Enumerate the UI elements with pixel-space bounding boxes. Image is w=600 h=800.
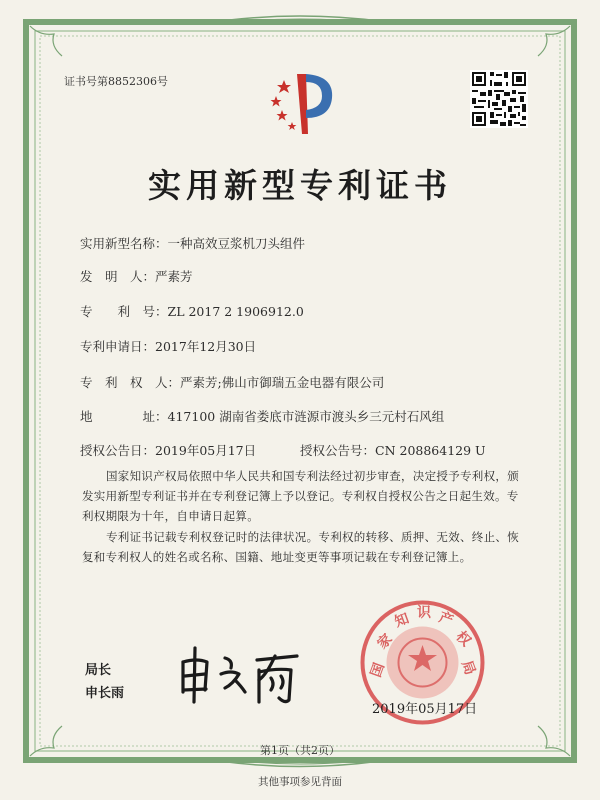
field-utility-model-name [80, 234, 305, 252]
field-inventor [80, 267, 193, 285]
footer-note: 其他事项参见背面 [258, 776, 342, 788]
field-value: CN 208864129 U [375, 443, 486, 458]
field-value: 严素芳 [155, 269, 193, 284]
svg-text:知: 知 [392, 610, 412, 631]
field-patentee [80, 373, 384, 391]
seal-date: 2019年05月17日 [372, 702, 478, 717]
field-label: 专 利 权 人： [80, 375, 181, 390]
field-value: 417100 湖南省娄底市涟源市渡头乡三元村石风组 [167, 409, 445, 424]
svg-text:家: 家 [374, 631, 396, 653]
field-address [80, 407, 444, 425]
field-label: 授权公告号： [300, 443, 376, 458]
field-label: 专 利 号： [80, 304, 168, 319]
field-label: 专利申请日： [80, 339, 156, 354]
grant-paragraph: 国家知识产权局依照中华人民共和国专利法经过初步审查，决定授予专利权，颁发实用新型专利证书并在专利登记簿上予以登记。专利权自授权公告之日起生效。专利权期限为十年，自申请日起算。 [82, 469, 519, 523]
field-value: 一种高效豆浆机刀头组件 [167, 236, 306, 251]
field-value: ZL 2017 2 1906912.0 [167, 304, 304, 319]
field-patent-number [80, 302, 304, 320]
certificate-number: 证书号第8852306号 [64, 75, 168, 88]
field-label: 地 址： [80, 409, 168, 424]
certificate-title: 实用新型专利证书 [148, 166, 452, 205]
field-label: 授权公告日： [80, 443, 156, 458]
field-label: 实用新型名称： [80, 236, 168, 251]
svg-text:局: 局 [458, 658, 478, 678]
legal-status-paragraph: 专利证书记载专利权登记时的法律状况。专利权的转移、质押、无效、终止、恢复和专利权人的姓名或名称、国籍、地址变更等事项记载在专利登记簿上。 [82, 530, 519, 564]
director-name: 申长雨 [85, 686, 125, 701]
field-application-date [80, 337, 256, 355]
svg-text:国: 国 [368, 660, 388, 680]
field-label: 发 明 人： [80, 269, 156, 284]
svg-text:识: 识 [417, 605, 431, 621]
svg-text:产: 产 [436, 609, 456, 630]
svg-text:权: 权 [452, 628, 474, 650]
director-title: 局长 [85, 663, 112, 678]
qr-code-icon [470, 70, 528, 128]
director-signature-icon [175, 640, 305, 710]
field-value: 严素芳;佛山市御瑞五金电器有限公司 [180, 375, 385, 390]
field-announcement-date [80, 441, 256, 459]
field-value: 2017年12月30日 [155, 339, 257, 354]
cnipa-logo-icon [262, 66, 342, 138]
field-announcement-number [300, 441, 486, 459]
field-value: 2019年05月17日 [155, 443, 257, 458]
page-number: 第1页（共2页） [260, 744, 340, 757]
